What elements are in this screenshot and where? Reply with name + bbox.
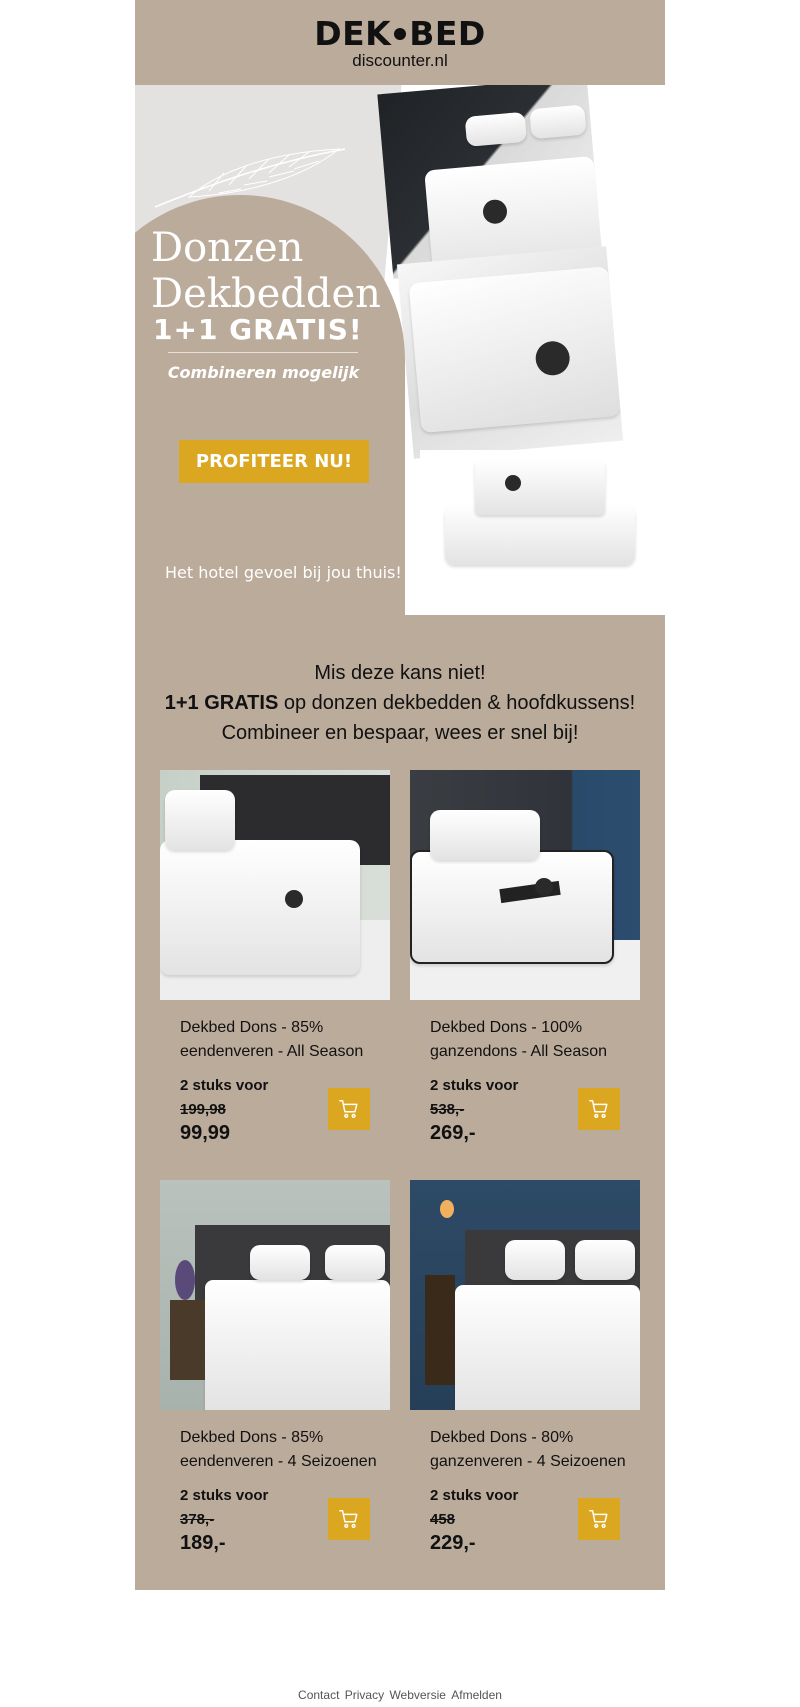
logo-dot [394, 28, 406, 40]
hero-banner[interactable] [135, 85, 665, 615]
price-label: 2 stuks voor [180, 1077, 269, 1094]
footer-link-contact[interactable]: Contact [298, 1688, 340, 1702]
old-price: 378,- [180, 1511, 215, 1528]
shopping-cart-icon [588, 1508, 610, 1530]
add-to-cart-button[interactable] [578, 1498, 620, 1540]
hero-photo-folded-duvet [420, 450, 665, 615]
footer [0, 1688, 800, 1702]
old-price: 538,- [430, 1101, 465, 1118]
new-price: 269,- [430, 1122, 476, 1144]
product-name[interactable]: Dekbed Dons - 100% ganzendons - All Season [430, 1019, 608, 1060]
header [135, 0, 665, 85]
product-card [160, 1180, 390, 1560]
product-name[interactable]: Dekbed Dons - 80% ganzenveren - 4 Seizoenen [430, 1429, 626, 1470]
intro-line-2: 1+1 GRATIS op donzen dekbedden & hoofdkussens! [164, 692, 636, 714]
add-to-cart-button[interactable] [328, 1498, 370, 1540]
hero-title: Donzen Dekbedden [151, 225, 381, 317]
footer-link-webversie[interactable]: Webversie [389, 1688, 446, 1702]
hero-divider [168, 352, 358, 353]
price-label: 2 stuks voor [430, 1077, 519, 1094]
logo[interactable] [135, 16, 665, 70]
hero-photo-duvet-closeup [397, 246, 623, 459]
product-image[interactable] [410, 770, 640, 1000]
logo-domain: discounter.nl [352, 51, 448, 70]
intro-line-1: Mis deze kans niet! [314, 662, 486, 684]
profiteer-nu-button[interactable]: PROFITEER NU! [179, 440, 369, 483]
shopping-cart-icon [338, 1508, 360, 1530]
hero-subtitle: Combineren mogelijk [167, 363, 360, 382]
product-image[interactable] [160, 770, 390, 1000]
shopping-cart-icon [588, 1098, 610, 1120]
add-to-cart-button[interactable] [578, 1088, 620, 1130]
new-price: 99,99 [180, 1122, 231, 1144]
new-price: 189,- [180, 1532, 226, 1554]
price-label: 2 stuks voor [430, 1487, 519, 1504]
hero-tagline: Het hotel gevoel bij jou thuis! [165, 563, 402, 582]
footer-link-afmelden[interactable]: Afmelden [451, 1688, 502, 1702]
new-price: 229,- [430, 1532, 476, 1554]
product-image[interactable] [410, 1180, 640, 1410]
product-name[interactable]: Dekbed Dons - 85% eendenveren - 4 Seizoenen [180, 1429, 377, 1470]
product-card [160, 770, 390, 1150]
old-price: 458 [430, 1511, 456, 1528]
hero-offer: 1+1 GRATIS! [153, 313, 363, 346]
email-container [135, 0, 665, 1590]
footer-link-privacy[interactable]: Privacy [344, 1688, 385, 1702]
product-image[interactable] [160, 1180, 390, 1410]
logo-wordmark: DEK BED [314, 14, 486, 53]
intro-line-3: Combineer en bespaar, wees er snel bij! [221, 722, 579, 744]
shopping-cart-icon [338, 1098, 360, 1120]
product-card [410, 770, 640, 1150]
old-price: 199,98 [180, 1101, 226, 1118]
add-to-cart-button[interactable] [328, 1088, 370, 1130]
price-label: 2 stuks voor [180, 1487, 269, 1504]
feather-icon [149, 143, 349, 213]
product-name[interactable]: Dekbed Dons - 85% eendenveren - All Season [180, 1019, 364, 1060]
intro-text [135, 658, 665, 748]
product-card [410, 1180, 640, 1560]
